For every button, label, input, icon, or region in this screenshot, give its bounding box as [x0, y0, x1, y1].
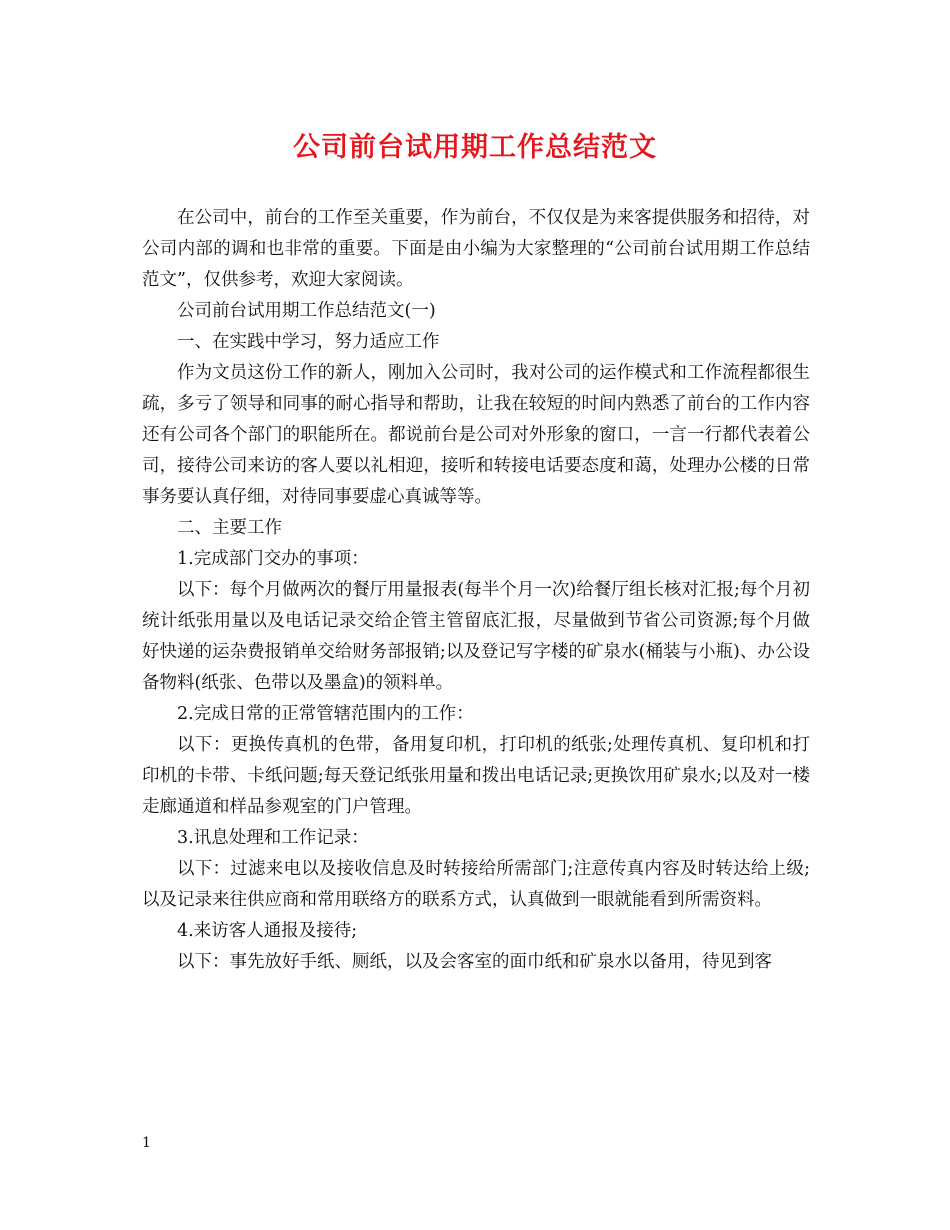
- heading-learning: 一、在实践中学习，努力适应工作: [177, 332, 440, 352]
- paragraph-learning: 作为文员这份工作的新人，刚加入公司时，我对公司的运作模式和工作流程都很生疏，多亏了领导和同事的耐心指导和帮助，让我在较短的时间内熟悉了前台的工作内容还有公司各个部门的职能所在。都说前台是公司对外形象的窗口，一言一行都代表着公司，接待公司来访的客人要以礼相迎，接听和转接电话要态度和蔼，处理办公楼的日常事务要认真仔细，对待同事要虚心真诚等等。: [142, 363, 810, 507]
- subheading-1: 1.完成部门交办的事项：: [177, 549, 369, 569]
- paragraph-intro: 在公司中，前台的工作至关重要，作为前台，不仅仅是为来客提供服务和招待，对公司内部的调和也非常的重要。下面是由小编为大家整理的“公司前台试用期工作总结范文”，仅供参考，欢迎大家阅读。: [142, 208, 810, 290]
- heading-main-work: 二、主要工作: [177, 518, 282, 538]
- subheading-3: 3.讯息处理和工作记录：: [177, 828, 369, 848]
- paragraph-3: 以下：过滤来电以及接收信息及时转接给所需部门;注意传真内容及时转达给上级;以及记录来往供应商和常用联络方的联系方式，认真做到一眼就能看到所需资料。: [142, 859, 810, 910]
- paragraph-1: 以下：每个月做两次的餐厅用量报表(每半个月一次)给餐厅组长核对汇报;每个月初统计纸张用量以及电话记录交给企管主管留底汇报，尽量做到节省公司资源;每个月做好快递的运杂费报销单交给财务部报销;以及登记写字楼的矿泉水(桶装与小瓶)、办公设备物料(纸张、色带以及墨盒)的领料单。: [142, 580, 810, 693]
- document-title: 公司前台试用期工作总结范文: [293, 132, 657, 163]
- paragraph-4: 以下：事先放好手纸、厕纸，以及会客室的面巾纸和矿泉水以备用，待见到客: [177, 952, 772, 972]
- page-number: 1: [142, 1135, 151, 1151]
- document-body: [142, 203, 810, 978]
- subheading-4: 4.来访客人通报及接待;: [177, 921, 358, 941]
- subheading-2: 2.完成日常的正常管辖范围内的工作：: [177, 704, 474, 724]
- paragraph-section-title: 公司前台试用期工作总结范文(一): [177, 301, 436, 321]
- paragraph-2: 以下：更换传真机的色带，备用复印机，打印机的纸张;处理传真机、复印机和打印机的卡带、卡纸问题;每天登记纸张用量和拨出电话记录;更换饮用矿泉水;以及对一楼走廊通道和样品参观室的门户管理。: [142, 735, 810, 817]
